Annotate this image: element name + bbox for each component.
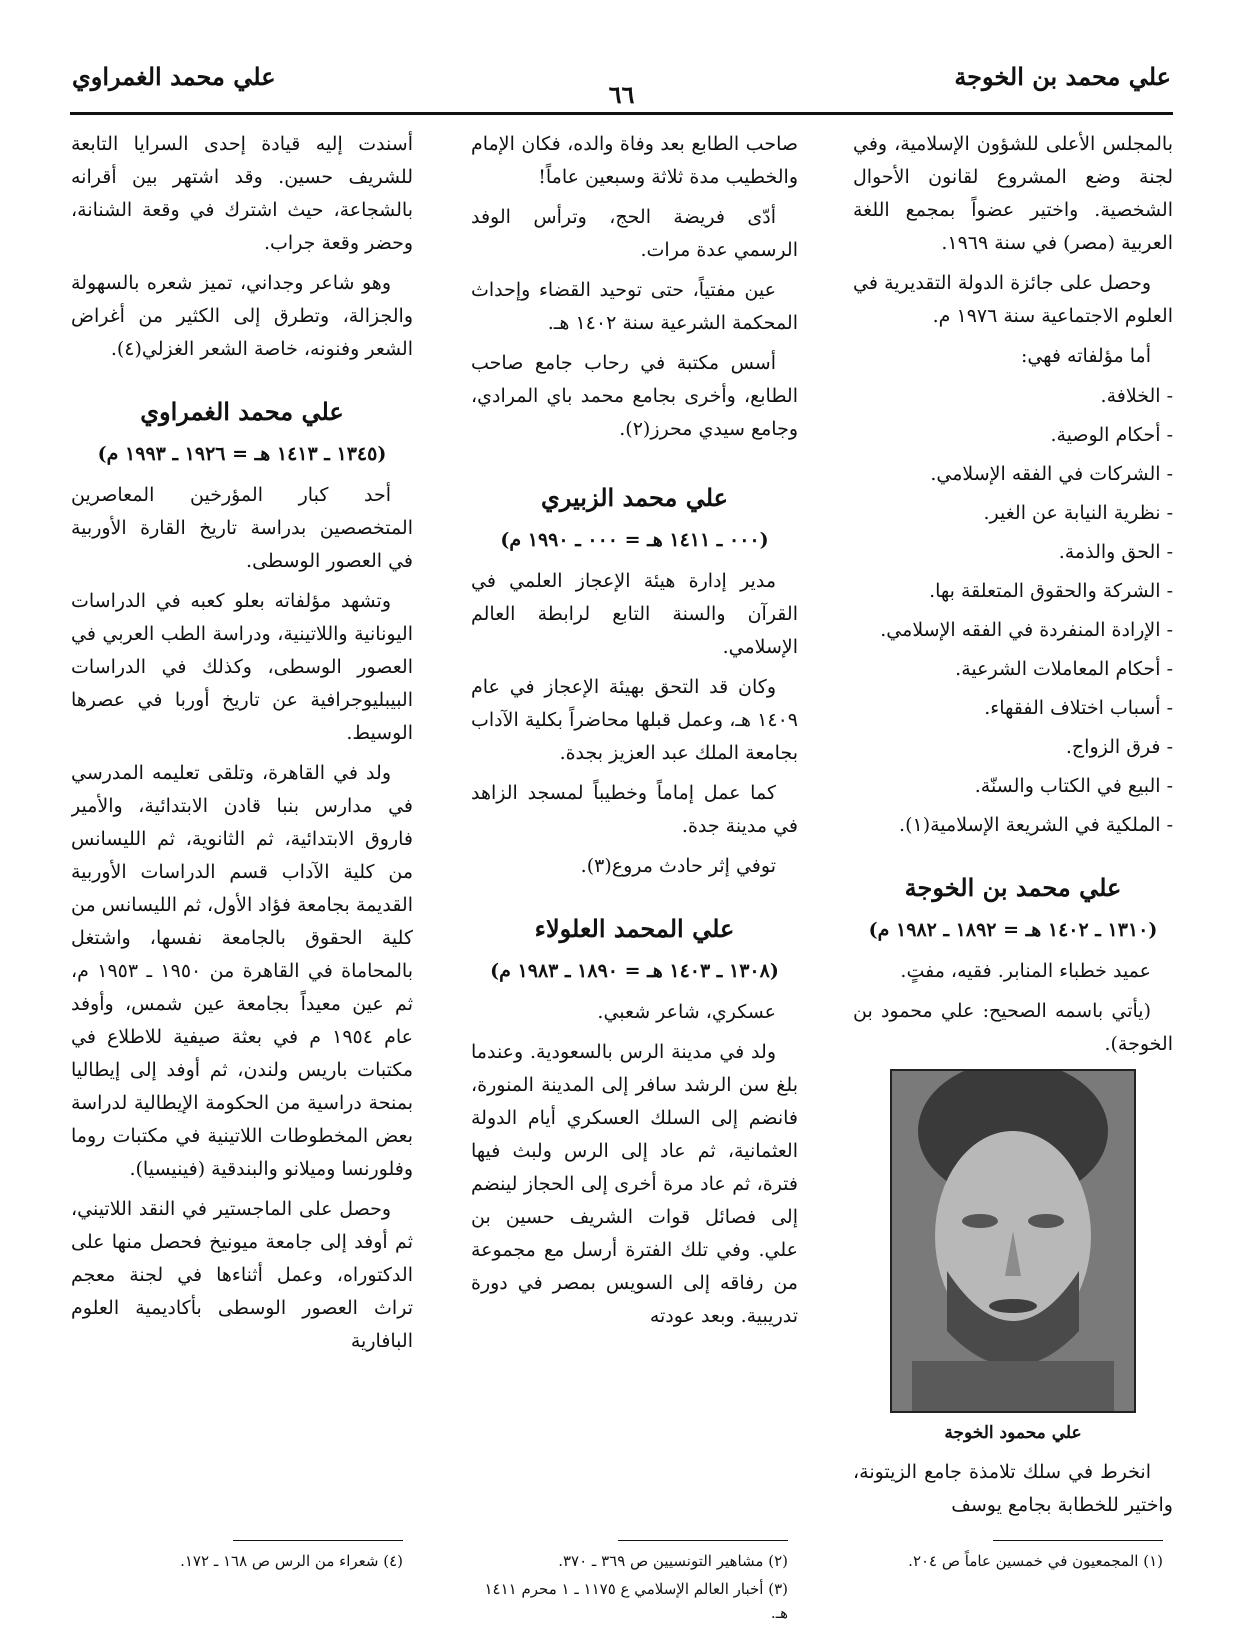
paragraph: أدّى فريضة الحج، وترأس الوفد الرسمي عدة مرات. <box>471 206 798 261</box>
paragraph: وكان قد التحق بهيئة الإعجاز في عام ١٤٠٩ هـ، وعمل قبلها محاضراً بكلية الآداب بجامعة الملك عبد العزيز بجدة. <box>471 676 798 764</box>
column-middle <box>471 128 798 1598</box>
paragraph: أحد كبار المؤرخين المعاصرين المتخصصين بدراسة تاريخ القارة الأوربية في العصور الوسطى. <box>71 484 413 572</box>
works-list-item: - البيع في الكتاب والسنّة. <box>853 770 1173 803</box>
entry-heading: علي محمد الزبيري <box>541 483 728 512</box>
page-number: ٦٦ <box>608 80 635 109</box>
paragraph: أسندت إليه قيادة إحدى السرايا التابعة للشريف حسين. وقد اشتهر بين أقرانه بالشجاعة، حيث اشترك في وقعة الشنانة، وحضر وقعة جراب. <box>71 133 413 254</box>
works-list-item: - أسباب اختلاف الفقهاء. <box>853 692 1173 725</box>
works-list-item: - الخلافة. <box>853 380 1173 413</box>
footnote-divider <box>233 1540 403 1541</box>
works-list-item: - الإرادة المنفردة في الفقه الإسلامي. <box>853 614 1173 647</box>
entry-heading: علي المحمد العلولاء <box>534 914 735 943</box>
works-list-item: - أحكام الوصية. <box>853 419 1173 452</box>
footnotes-middle <box>468 1540 788 1629</box>
paragraph: عين مفتياً، حتى توحيد القضاء وإحداث المحكمة الشرعية سنة ١٤٠٢ هـ. <box>471 279 798 334</box>
works-list-item: - نظرية النيابة عن الغير. <box>853 497 1173 530</box>
header-divider <box>70 112 1173 115</box>
paragraph: توفي إثر حادث مروع(٣). <box>580 855 776 877</box>
paragraph: مدير إدارة هيئة الإعجاز العلمي في القرآن والسنة التابع لرابطة العالم الإسلامي. <box>471 570 798 658</box>
running-header-left-title: علي محمد الغمراوي <box>72 62 276 91</box>
works-list-item: - الشركات في الفقه الإسلامي. <box>853 458 1173 491</box>
footnote: (٢) مشاهير التونسيين ص ٣٦٩ ـ ٣٧٠. <box>558 1552 788 1570</box>
column-left <box>71 128 413 1598</box>
paragraph: وهو شاعر وجداني، تميز شعره بالسهولة والجزالة، وتطرق إلى الكثير من أغراض الشعر وفنونه، خاصة الشعر الغزلي(٤). <box>71 272 413 360</box>
footnote: (١) المجمعيون في خمسين عاماً ص ٢٠٤. <box>908 1552 1163 1570</box>
paragraph: بالمجلس الأعلى للشؤون الإسلامية، وفي لجنة وضع المشروع لقانون الأحوال الشخصية. واختير عضواً بمجمع اللغة العربية (مصر) في سنة ١٩٦٩. <box>853 133 1173 254</box>
entry-heading: علي محمد بن الخوجة <box>904 873 1122 902</box>
paragraph: عميد خطباء المنابر. فقيه، مفتٍ. <box>900 960 1151 982</box>
footnote: (٣) أخبار العالم الإسلامي ع ١١٧٥ ـ ١ محرم ١٤١١ هـ. <box>484 1580 788 1622</box>
entry-dates: (١٣٠٨ ـ ١٤٠٣ هـ = ١٨٩٠ ـ ١٩٨٣ م) <box>490 960 779 982</box>
entry-heading: علي محمد الغمراوي <box>140 397 344 426</box>
paragraph: ولد في القاهرة، وتلقى تعليمه المدرسي في مدارس بنبا قادن الابتدائية، والأمير فاروق الابتدائية، ثم الثانوية، ثم الليسانس من كلية الآداب قسم الدراسات الأوربية القديمة بجامعة فؤاد الأول، ثم الليسانس من كلية الحقوق بالجامعة نفسها، واشتغل بالمحاماة في القاهرة من ١٩٥٠ ـ ١٩٥٣ م، ثم عين معيداً بجامعة عين شمس، وأوفد عام ١٩٥٤ م في بعثة صيفية للاطلاع في مكتبات باريس ولندن، ثم أوفد إلى إيطاليا بمنحة دراسية من الحكومة الإيطالية لدراسة بعض المخطوطات اللاتينية في مكتبات روما وفلورنسا وميلانو والبندقية (فينيسيا). <box>71 762 413 1180</box>
entry-dates: (٠٠٠ ـ ١٤١١ هـ = ٠٠٠ ـ ١٩٩٠ م) <box>500 529 769 551</box>
works-list-item: - الملكية في الشريعة الإسلامية(١). <box>853 809 1173 842</box>
entry-dates: (١٣٤٥ ـ ١٤١٣ هـ = ١٩٢٦ ـ ١٩٩٣ م) <box>97 443 387 465</box>
paragraph: صاحب الطابع بعد وفاة والده، فكان الإمام والخطيب مدة ثلاثة وسبعين عاماً! <box>471 133 798 188</box>
paragraph: وحصل على جائزة الدولة التقديرية في العلوم الاجتماعية سنة ١٩٧٦ م. <box>853 272 1173 327</box>
footnote-divider <box>618 1540 788 1541</box>
paragraph: انخرط في سلك تلامذة جامع الزيتونة، واختير للخطابة بجامع يوسف <box>853 1461 1173 1516</box>
running-header-right-title: علي محمد بن الخوجة <box>954 62 1171 91</box>
column-right <box>853 128 1173 1598</box>
works-list-item: - فرق الزواج. <box>853 731 1173 764</box>
paragraph: كما عمل إماماً وخطيباً لمسجد الزاهد في مدينة جدة. <box>471 782 798 837</box>
footnotes-right <box>863 1540 1163 1577</box>
works-list-item: - الحق والذمة. <box>853 536 1173 569</box>
works-list-item: - الشركة والحقوق المتعلقة بها. <box>853 575 1173 608</box>
paragraph: (يأتي باسمه الصحيح: علي محمود بن الخوجة). <box>853 1000 1173 1055</box>
footnote-divider <box>993 1540 1163 1541</box>
portrait-caption: علي محمود الخوجة <box>944 1423 1082 1443</box>
entry-dates: (١٣١٠ ـ ١٤٠٢ هـ = ١٨٩٢ ـ ١٩٨٢ م) <box>868 919 1158 941</box>
running-header <box>72 62 1171 108</box>
portrait-photo <box>890 1069 1136 1413</box>
works-intro: أما مؤلفاته فهي: <box>1020 345 1151 367</box>
paragraph: وحصل على الماجستير في النقد اللاتيني، ثم أوفد إلى جامعة ميونيخ فحصل منها على الدكتوراه، وعمل أثناءها في لجنة معجم تراث العصور الوسطى بأكاديمية العلوم البافارية <box>71 1198 413 1352</box>
paragraph: أسس مكتبة في رحاب جامع صاحب الطابع، وأخرى بجامع محمد باي المرادي، وجامع سيدي محرز(٢). <box>471 352 798 440</box>
works-list <box>853 380 1173 842</box>
paragraph: ولد في مدينة الرس بالسعودية. وعندما بلغ سن الرشد سافر إلى المدينة المنورة، فانضم إلى السلك العسكري أيام الدولة العثمانية، ثم عاد إلى الرس ولبث فيها فترة، ثم عاد مرة أخرى إلى الحجاز لينضم إلى فصائل قوات الشريف حسين بن علي. وفي تلك الفترة أرسل مع مجموعة من رفاقه إلى السويس بمصر في دورة تدريبية. وبعد عودته <box>471 1041 798 1327</box>
paragraph: عسكري، شاعر شعبي. <box>597 1001 776 1023</box>
footnote: (٤) شعراء من الرس ص ١٦٨ ـ ١٧٢. <box>180 1552 403 1570</box>
works-list-item: - أحكام المعاملات الشرعية. <box>853 653 1173 686</box>
footnotes-left <box>73 1540 403 1577</box>
paragraph: وتشهد مؤلفاته بعلو كعبه في الدراسات اليونانية واللاتينية، ودراسة الطب العربي في العصور الوسطى، وكذلك في الدراسات البيبليوجرافية عن تاريخ أوربا في عصرها الوسيط. <box>71 590 413 744</box>
